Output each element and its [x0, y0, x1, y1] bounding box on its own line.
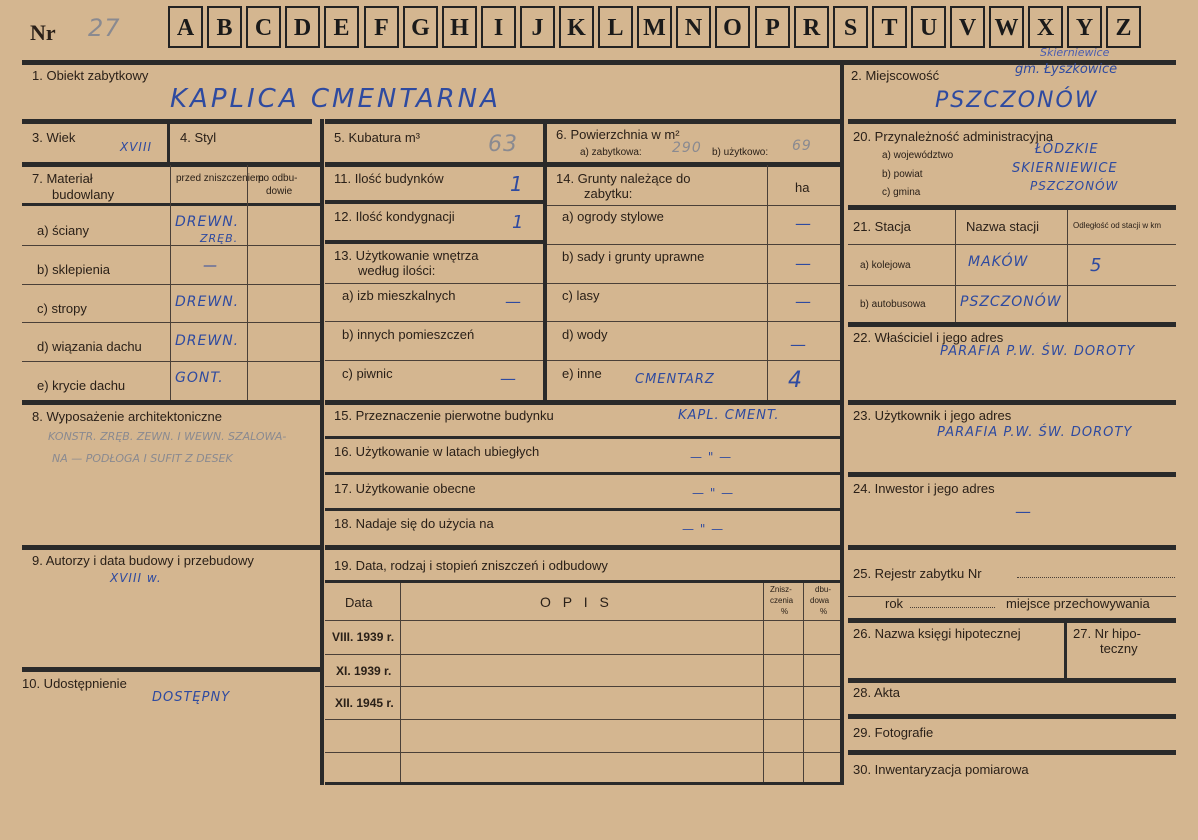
f13-row-label: c) piwnic: [342, 366, 393, 381]
f7-row-value: —: [203, 258, 218, 274]
f13-row-value: —: [505, 292, 522, 311]
f11-label: 11. Ilość budynków: [334, 171, 444, 186]
f20-label: 20. Przynależność administracyjna: [853, 129, 1054, 144]
index-letter-m: M: [637, 6, 672, 48]
f15-label: 15. Przeznaczenie pierwotne budynku: [334, 408, 554, 423]
f3-label: 3. Wiek: [32, 130, 76, 145]
f3-value: XVIII: [120, 140, 153, 154]
f29-label: 29. Fotografie: [853, 725, 934, 740]
f6-b-label: b) użytkowo:: [712, 147, 769, 158]
f7-row-value: DREWN.: [175, 214, 240, 230]
f13-row-label: b) innych pomieszczeń: [342, 327, 475, 342]
index-letter-n: N: [676, 6, 711, 48]
index-letter-a: A: [168, 6, 203, 48]
f21-label: 21. Stacja: [853, 219, 911, 234]
f19-col-damage-2: czenia: [770, 596, 794, 605]
index-letter-z: Z: [1106, 6, 1141, 48]
f19-col-rebuild-3: %: [820, 607, 828, 616]
f7-row-value: DREWN.: [175, 294, 240, 310]
index-letter-k: K: [559, 6, 594, 48]
f6-label: 6. Powierzchnia w m²: [556, 127, 680, 142]
f19-label: 19. Data, rodzaj i stopień zniszczeń i odbudowy: [334, 558, 608, 573]
index-letter-u: U: [911, 6, 946, 48]
f7-row-label: c) stropy: [37, 301, 87, 316]
f24-value: —: [1015, 502, 1032, 521]
f7-row-label: d) wiązania dachu: [37, 339, 142, 354]
f9-value: XVIII w.: [110, 571, 162, 585]
index-letter-h: H: [442, 6, 477, 48]
f14-row-value: —: [795, 254, 812, 273]
f25-rok: rok: [885, 596, 904, 611]
f19-col-rebuild-2: dowa: [810, 596, 830, 605]
f28-label: 28. Akta: [853, 685, 900, 700]
f13-label-2: według ilości:: [358, 263, 436, 278]
f21-a-dist: 5: [1090, 255, 1103, 276]
f25-miejsce: miejsce przechowywania: [1006, 596, 1150, 611]
nr-label: Nr: [30, 20, 56, 45]
f20-c-label: c) gmina: [882, 187, 921, 198]
index-letter-g: G: [403, 6, 438, 48]
f14-row-label: c) lasy: [562, 288, 600, 303]
f10-value: DOSTĘPNY: [152, 690, 231, 705]
f13-label-1: 13. Użytkowanie wnętrza: [334, 248, 479, 263]
f26-label: 26. Nazwa księgi hipotecznej: [853, 626, 1021, 641]
f17-value: — " —: [692, 486, 735, 500]
f14-row-label: b) sady i grunty uprawne: [562, 249, 705, 264]
f14-label-2: zabytku:: [584, 186, 633, 201]
f19-col-desc: O P I S: [540, 594, 613, 610]
index-letter-y: Y: [1067, 6, 1102, 48]
f7-col-after-1: po odbu-: [258, 173, 298, 184]
f27-label-1: 27. Nr hipo-: [1073, 626, 1141, 641]
f7-row-value: DREWN.: [175, 333, 240, 349]
f19-col-rebuild-1: dbu-: [815, 585, 832, 594]
f22-value: PARAFIA P.W. ŚW. DOROTY: [940, 344, 1136, 359]
index-letter-c: C: [246, 6, 281, 48]
f12-value: 1: [512, 212, 525, 233]
f23-label: 23. Użytkownik i jego adres: [853, 408, 1012, 423]
f18-label: 18. Nadaje się do użycia na: [334, 516, 494, 531]
f1-label: 1. Obiekt zabytkowy: [32, 68, 149, 83]
f21-b-label: b) autobusowa: [860, 299, 926, 310]
f21-b-name: PSZCZONÓW: [960, 294, 1062, 310]
f5-value: 63: [488, 132, 518, 157]
f2-gmina-note: gm. Łyszkowice: [1015, 62, 1118, 77]
f14-row-label: d) wody: [562, 327, 608, 342]
index-letter-o: O: [715, 6, 750, 48]
f7-col-after-2: dowie: [266, 186, 293, 197]
f6-a-value: 290: [672, 140, 702, 156]
index-letter-j: J: [520, 6, 555, 48]
f23-value: PARAFIA P.W. ŚW. DOROTY: [937, 425, 1133, 440]
f6-a-label: a) zabytkowa:: [580, 147, 642, 158]
index-letter-f: F: [364, 6, 399, 48]
f21-a-name: MAKÓW: [968, 254, 1029, 270]
f20-a-value: ŁÓDZKIE: [1035, 142, 1099, 157]
f16-label: 16. Użytkowanie w latach ubiegłych: [334, 444, 540, 459]
f22-label: 22. Właściciel i jego adres: [853, 330, 1004, 345]
f7-col-before: przed zniszczeniem: [176, 173, 264, 184]
f1-value: KAPLICA CMENTARNA: [170, 84, 501, 114]
f25-dots: [1017, 577, 1175, 578]
f14-row-value: —: [795, 214, 812, 233]
f7-label-1: 7. Materiał: [32, 171, 93, 186]
f14-row-value: —: [790, 335, 807, 354]
f8-label: 8. Wyposażenie architektoniczne: [32, 409, 222, 424]
f5-label: 5. Kubatura m³: [334, 130, 420, 145]
f7-row-label: b) sklepienia: [37, 262, 110, 277]
f7-label-2: budowlany: [52, 187, 115, 202]
f19-date: VIII. 1939 r.: [332, 630, 395, 644]
f7-row-value: GONT.: [175, 370, 224, 386]
f20-c-value: PSZCZONÓW: [1030, 179, 1119, 193]
f9-label: 9. Autorzy i data budowy i przebudowy: [32, 553, 254, 568]
index-letter-t: T: [872, 6, 907, 48]
f24-label: 24. Inwestor i jego adres: [853, 481, 995, 496]
f15-value: KAPL. CMENT.: [678, 408, 780, 423]
index-letter-b: B: [207, 6, 242, 48]
f21-col-name: Nazwa stacji: [966, 219, 1039, 234]
f18-value: — " —: [682, 522, 725, 536]
f8-line2: NA — PODŁOGA I SUFIT Z DESEK: [52, 452, 233, 465]
f2-value: PSZCZONÓW: [935, 88, 1099, 113]
f14-label-1: 14. Grunty należące do: [556, 171, 691, 186]
f12-label: 12. Ilość kondygnacji: [334, 209, 455, 224]
f19-col-damage-3: %: [781, 607, 789, 616]
f20-b-label: b) powiat: [882, 169, 923, 180]
f8-line1: KONSTR. ZRĘB. ZEWN. I WEWN. SZALOWA-: [48, 430, 287, 443]
f7-row-label: e) krycie dachu: [37, 378, 126, 393]
f14-row-value: 4: [788, 368, 803, 393]
index-letter-r: R: [794, 6, 829, 48]
f17-label: 17. Użytkowanie obecne: [334, 481, 476, 496]
f21-a-label: a) kolejowa: [860, 260, 911, 271]
header-annotation: Skierniewice: [1040, 46, 1110, 59]
f19-col-date: Data: [345, 595, 373, 610]
f21-col-dist: Odległość od stacji w km: [1073, 221, 1162, 230]
f25-rok-dots: [910, 607, 995, 608]
f20-b-value: SKIERNIEWICE: [1012, 161, 1118, 176]
f11-value: 1: [510, 172, 524, 196]
f13-row-label: a) izb mieszkalnych: [342, 288, 456, 303]
index-letter-d: D: [285, 6, 320, 48]
index-letter-x: X: [1028, 6, 1063, 48]
f19-date: XI. 1939 r.: [336, 664, 392, 678]
f4-label: 4. Styl: [180, 130, 217, 145]
index-letter-e: E: [324, 6, 359, 48]
f20-a-label: a) województwo: [882, 150, 954, 161]
f14-row-label: e) inne: [562, 366, 602, 381]
f2-label: 2. Miejscowość: [851, 68, 940, 83]
f16-value: — " —: [690, 450, 733, 464]
f7-row-value2: ZRĘB.: [200, 232, 239, 245]
index-letter-w: W: [989, 6, 1024, 48]
f30-label: 30. Inwentaryzacja pomiarowa: [853, 762, 1029, 777]
f14-row-label: a) ogrody stylowe: [562, 209, 664, 224]
index-letter-i: I: [481, 6, 516, 48]
f19-date: XII. 1945 r.: [335, 696, 394, 710]
f13-row-value: —: [500, 369, 517, 388]
f14-row-note: CMENTARZ: [635, 372, 715, 387]
f27-label-2: teczny: [1100, 641, 1138, 656]
index-letter-v: V: [950, 6, 985, 48]
f19-col-damage-1: Znisz-: [770, 585, 792, 594]
f14-unit: ha: [795, 180, 810, 195]
f10-label: 10. Udostępnienie: [22, 676, 127, 691]
index-letter-p: P: [755, 6, 790, 48]
index-letter-l: L: [598, 6, 633, 48]
f7-row-label: a) ściany: [37, 223, 90, 238]
f6-b-value: 69: [792, 138, 812, 154]
index-letter-s: S: [833, 6, 868, 48]
nr-value: 27: [88, 14, 121, 42]
f14-row-value: —: [795, 292, 812, 311]
f25-label: 25. Rejestr zabytku Nr: [853, 566, 982, 581]
